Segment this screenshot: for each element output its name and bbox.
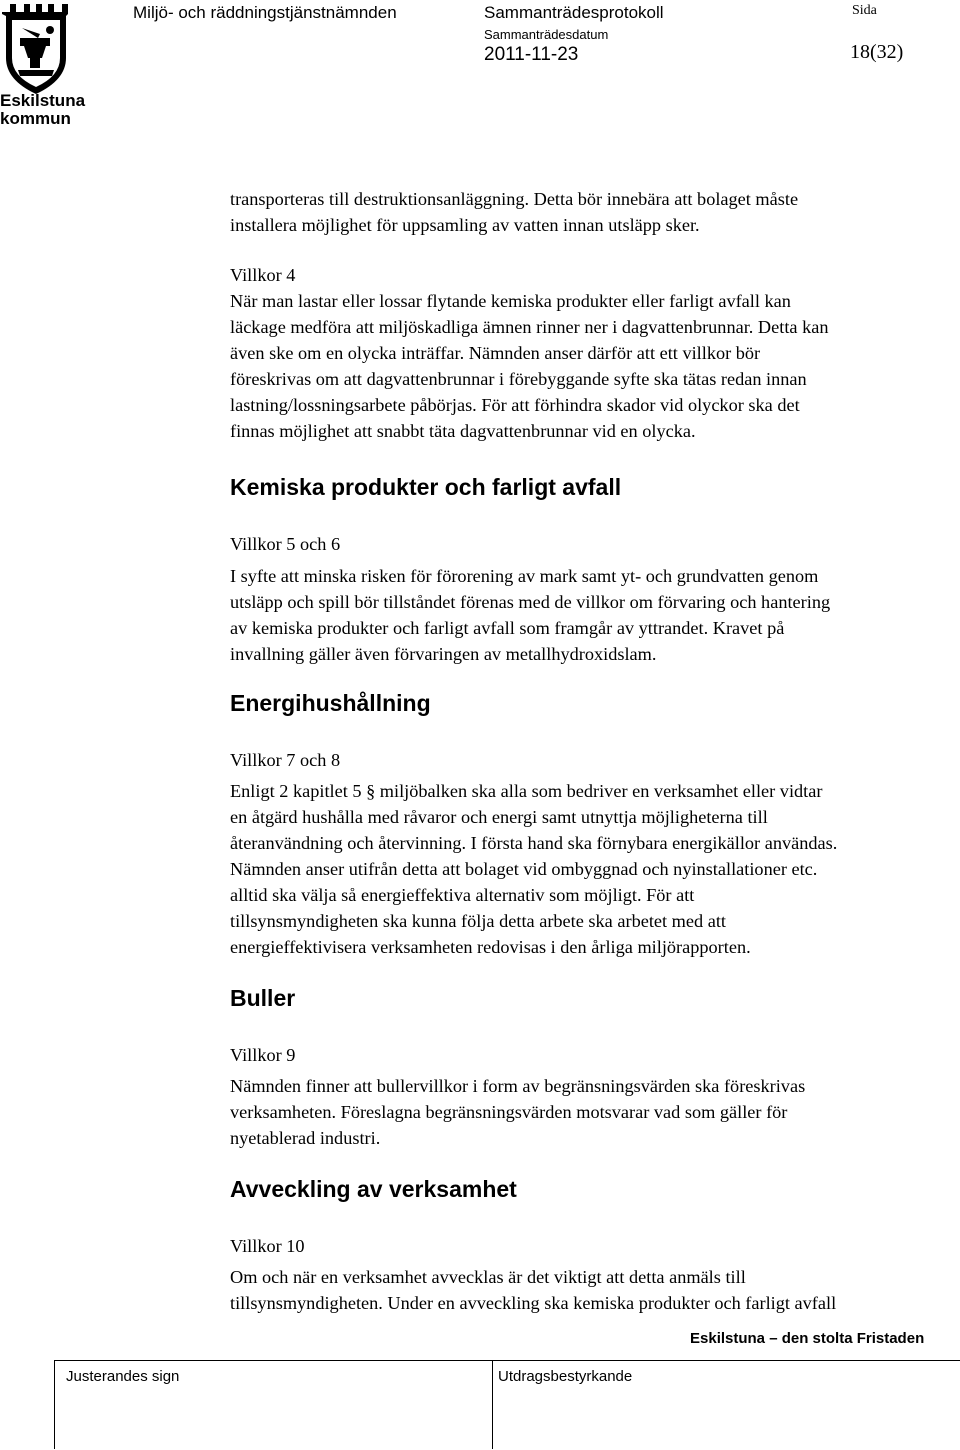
text-line: föreskrivas om att dagvattenbrunnar i förebyggande syfte ska tätas redan innan — [230, 369, 807, 389]
villkor-4-section — [230, 262, 960, 444]
villkor-5-6-title: Villkor 5 och 6 — [230, 534, 341, 554]
villkor-10-title: Villkor 10 — [230, 1236, 305, 1256]
text-line: tillsynsmyndigheten. Under en avveckling ska kemiska produkter och farligt avfall — [230, 1293, 837, 1313]
heading-avveckling: Avveckling av verksamhet — [230, 1176, 517, 1202]
logo-text-city: Eskilstuna — [0, 91, 86, 110]
text-line: finnas möjlighet att snabbt täta dagvattenbrunnar vid en olycka. — [230, 421, 696, 441]
footer-divider — [492, 1360, 493, 1449]
text-line: verksamheten. Föreslagna begränsningsvärden motsvarar vad som gäller för — [230, 1102, 788, 1122]
footer-slogan: Eskilstuna – den stolta Fristaden — [690, 1330, 925, 1347]
text-line: utsläpp och spill bör tillståndet förenas med de villkor om förvaring och hantering — [230, 592, 831, 612]
document-type: Sammanträdesprotokoll — [484, 3, 664, 22]
utdragsbestyrkande-label: Utdragsbestyrkande — [498, 1368, 633, 1385]
text-line: Enligt 2 kapitlet 5 § miljöbalken ska alla som bedriver en verksamhet eller vidtar — [230, 781, 823, 801]
heading-kemiska-produkter: Kemiska produkter och farligt avfall — [230, 474, 622, 500]
villkor-9-section — [230, 1042, 960, 1151]
villkor-10-section — [230, 1233, 960, 1316]
eskilstuna-coat-of-arms-logo — [0, 0, 86, 130]
page-number: 18(32) — [850, 41, 904, 63]
text-line: nyetablerad industri. — [230, 1128, 381, 1148]
text-line: tillsynsmyndigheten ska kunna följa detta arbete ska arbetet med att — [230, 911, 726, 931]
text-line: återanvändning och återvinning. I första hand ska förnybara energikällor användas. — [230, 833, 838, 853]
text-line: av kemiska produkter och farligt avfall som framgår av yttrandet. Kravet på — [230, 618, 785, 638]
meeting-date: 2011-11-23 — [484, 44, 579, 65]
text-line: även ske om en olycka inträffar. Nämnden anser därför att ett villkor bör — [230, 343, 761, 363]
text-line: installera möjlighet för uppsamling av vatten innan utsläpp sker. — [230, 215, 700, 235]
date-label: Sammanträdesdatum — [484, 27, 609, 42]
text-line: Nämnden finner att bullervillkor i form av begränsningsvärden ska föreskrivas — [230, 1076, 806, 1096]
villkor-7-8-title: Villkor 7 och 8 — [230, 750, 341, 770]
text-line: transporteras till destruktionsanläggning. Detta bör innebära att bolaget måste — [230, 189, 799, 209]
text-line: När man lastar eller lossar flytande kemiska produkter eller farligt avfall kan — [230, 291, 791, 311]
page-label: Sida — [852, 3, 877, 18]
text-line: energieffektivisera verksamheten redovisas i den årliga miljörapporten. — [230, 937, 751, 957]
justerandes-sign-label: Justerandes sign — [66, 1368, 180, 1385]
footer-divider — [54, 1360, 55, 1449]
villkor-5-6-section — [230, 531, 960, 667]
text-line: Nämnden anser utifrån detta att bolaget vid ombyggnad och nyinstallationer etc. — [230, 859, 818, 879]
logo-text-kommun: kommun — [0, 109, 71, 128]
villkor-4-title: Villkor 4 — [230, 265, 296, 285]
villkor-9-title: Villkor 9 — [230, 1045, 296, 1065]
organization-name: Miljö- och räddningstjänstnämnden — [133, 3, 397, 22]
coat-of-arms-icon — [0, 0, 72, 96]
text-line: en åtgärd hushålla med råvaror och energi samt utnyttja möjligheterna till — [230, 807, 768, 827]
heading-buller: Buller — [230, 985, 296, 1011]
text-line: I syfte att minska risken för förorening av mark samt yt- och grundvatten genom — [230, 566, 819, 586]
intro-paragraph — [230, 186, 960, 238]
text-line: Om och när en verksamhet avvecklas är det viktigt att detta anmäls till — [230, 1267, 746, 1287]
heading-energihushallning: Energihushållning — [230, 690, 431, 716]
text-line: lastning/lossningsarbete påbörjas. För att förhindra skador vid olyckor ska det — [230, 395, 800, 415]
text-line: läckage medföra att miljöskadliga ämnen rinner ner i dagvattenbrunnar. Detta kan — [230, 317, 829, 337]
text-line: invallning gäller även förvaringen av metallhydroxidslam. — [230, 644, 657, 664]
text-line: alltid ska välja så energieffektiva alternativ som möjligt. För att — [230, 885, 695, 905]
villkor-7-8-section — [230, 747, 960, 960]
